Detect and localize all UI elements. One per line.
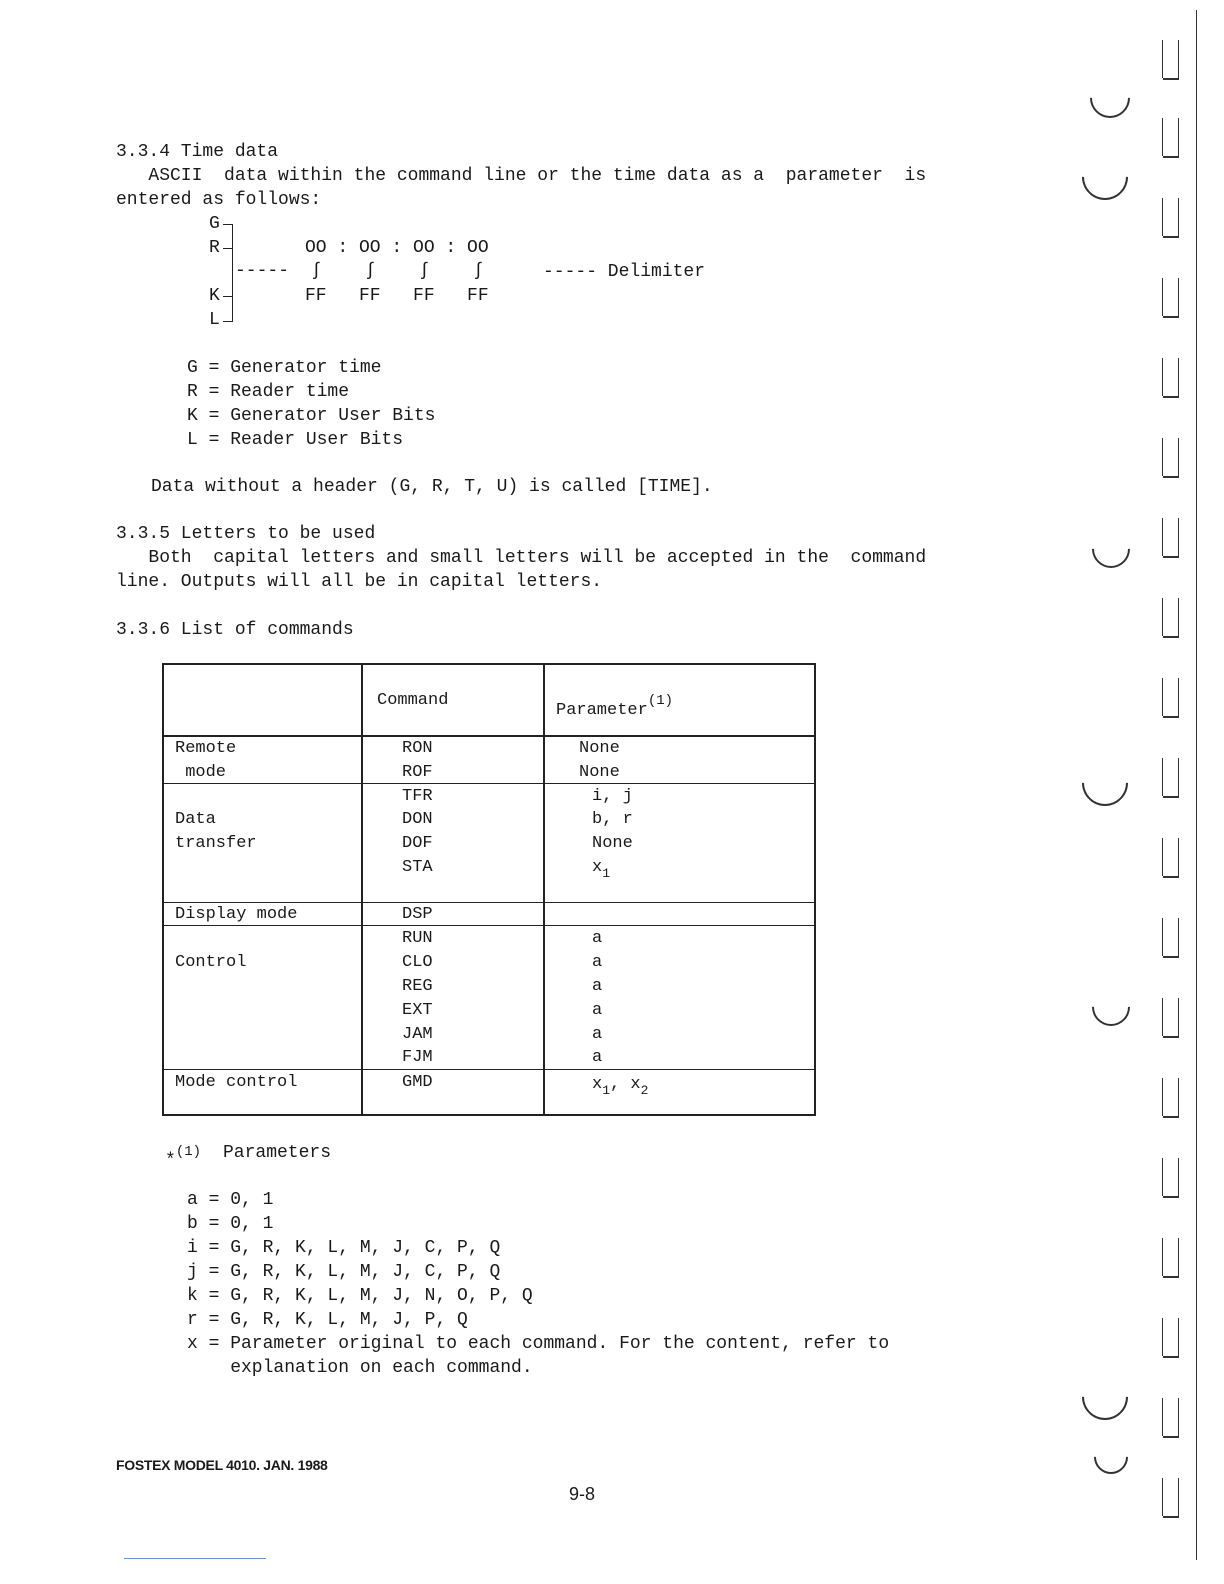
- bracket-tick-k: [223, 296, 232, 297]
- definition-l: L = Reader User Bits: [187, 430, 404, 450]
- param-gmd-x1: x: [592, 1075, 603, 1094]
- group-data-transfer: Data transfer: [175, 810, 257, 853]
- bracket-tick-r: [223, 248, 232, 249]
- param-gmd-sub1: 1: [602, 1083, 611, 1098]
- param-don: b, r: [592, 810, 633, 829]
- table-divider-2: [543, 665, 545, 1114]
- command-ext: EXT: [402, 1001, 433, 1020]
- bracket-dashes: -----: [235, 261, 290, 281]
- section-334-para-line1: ASCII data within the command line or the time data as a parameter is: [116, 166, 927, 186]
- command-dof: DOF: [402, 834, 433, 853]
- binder-hole-15: [1163, 1158, 1179, 1198]
- binder-ring-3: [1084, 522, 1138, 576]
- param-sta-x: x: [592, 858, 603, 877]
- command-don: DON: [402, 810, 433, 829]
- param-sta-subscript: 1: [602, 866, 611, 881]
- definition-g: G = Generator time: [187, 358, 382, 378]
- binder-ring-1: [1082, 70, 1139, 127]
- time-format-top: OO : OO : OO : OO: [305, 238, 489, 258]
- binder-hole-16: [1163, 1238, 1179, 1278]
- time-format-range: ∫ ∫ ∫ ∫: [311, 261, 484, 281]
- group-control: Control: [175, 953, 247, 972]
- binder-hole-13: [1163, 998, 1179, 1038]
- group-mode-control: Mode control: [175, 1073, 298, 1092]
- binder-hole-11: [1163, 838, 1179, 878]
- column-header-command: Command: [377, 691, 449, 710]
- param-def-j: j = G, R, K, L, M, J, C, P, Q: [187, 1262, 501, 1282]
- scan-edge-line: [124, 1558, 266, 1559]
- delimiter-label: ----- Delimiter: [543, 262, 706, 282]
- binder-hole-1: [1163, 40, 1179, 80]
- param-jam: a: [592, 1025, 603, 1044]
- param-def-r: r = G, R, K, L, M, J, P, Q: [187, 1310, 468, 1330]
- page-number: 9-8: [569, 1484, 596, 1504]
- binder-ring-4: [1072, 750, 1137, 815]
- section-335-para-line2: line. Outputs will all be in capital letters.: [116, 572, 603, 592]
- param-clo: a: [592, 953, 603, 972]
- definition-k: K = Generator User Bits: [187, 406, 436, 426]
- binder-hole-8: [1163, 598, 1179, 638]
- command-clo: CLO: [402, 953, 433, 972]
- param-def-a: a = 0, 1: [187, 1190, 274, 1210]
- command-dsp: DSP: [402, 905, 433, 924]
- param-gmd-x2: , x: [610, 1075, 641, 1094]
- command-jam: JAM: [402, 1025, 433, 1044]
- table-rule-1: [164, 783, 814, 784]
- definition-r: R = Reader time: [187, 382, 350, 402]
- table-header-rule: [164, 735, 814, 737]
- param-dof: None: [592, 834, 633, 853]
- param-fjm: a: [592, 1048, 603, 1067]
- param-rof: None: [579, 763, 620, 782]
- section-335-heading: 3.3.5 Letters to be used: [116, 524, 376, 544]
- footer-model: FOSTEX MODEL 4010. JAN. 1988: [116, 1457, 328, 1473]
- binder-rule: [1196, 10, 1197, 1560]
- header-r: R: [209, 238, 220, 258]
- binder-hole-14: [1163, 1078, 1179, 1118]
- footnote-heading: [165, 1140, 201, 1173]
- param-gmd: [592, 1073, 648, 1103]
- binder-hole-9: [1163, 678, 1179, 718]
- param-def-k: k = G, R, K, L, M, J, N, O, P, Q: [187, 1286, 533, 1306]
- section-335-para-line1: Both capital letters and small letters will be accepted in the command: [116, 548, 927, 568]
- binder-ring-6: [1072, 1364, 1137, 1429]
- time-format-bottom: FF FF FF FF: [305, 286, 489, 306]
- parameter-label: Parameter: [556, 701, 648, 720]
- param-reg: a: [592, 977, 603, 996]
- header-k: K: [209, 286, 220, 306]
- param-gmd-sub2: 2: [640, 1083, 649, 1098]
- param-ron: None: [579, 739, 620, 758]
- command-gmd: GMD: [402, 1073, 433, 1092]
- binder-hole-17: [1163, 1318, 1179, 1358]
- binder-ring-5: [1084, 980, 1138, 1034]
- param-ext: a: [592, 1001, 603, 1020]
- command-ron: RON: [402, 739, 433, 758]
- param-def-x: x = Parameter original to each command. For the content, refer to: [187, 1334, 890, 1354]
- binder-hole-7: [1163, 518, 1179, 558]
- footnote-marker-sup: (1): [175, 1144, 202, 1160]
- command-run: RUN: [402, 929, 433, 948]
- header-l: L: [209, 310, 220, 330]
- header-g: G: [209, 214, 220, 234]
- command-table: [162, 663, 816, 1116]
- group-remote-mode: Remote mode: [175, 739, 237, 782]
- binder-hole-4: [1163, 278, 1179, 318]
- binder-ring-2: [1072, 144, 1137, 209]
- parameter-footnote-ref: (1): [647, 693, 674, 709]
- table-rule-4: [164, 1069, 814, 1070]
- binder-hole-6: [1163, 438, 1179, 478]
- binder-hole-10: [1163, 758, 1179, 798]
- command-tfr: TFR: [402, 787, 433, 806]
- command-sta: STA: [402, 858, 433, 877]
- footnote-title: Parameters: [223, 1143, 332, 1163]
- param-run: a: [592, 929, 603, 948]
- binder-ring-7: [1087, 1433, 1135, 1481]
- group-display-mode: Display mode: [175, 905, 298, 924]
- param-tfr: i, j: [592, 787, 633, 806]
- binder-hole-2: [1163, 118, 1179, 158]
- command-reg: REG: [402, 977, 433, 996]
- table-divider-1: [361, 665, 363, 1114]
- footnote-marker: *: [165, 1151, 176, 1171]
- binder-hole-19: [1163, 1478, 1179, 1518]
- section-336-heading: 3.3.6 List of commands: [116, 620, 354, 640]
- column-header-parameter: [556, 689, 673, 723]
- command-rof: ROF: [402, 763, 433, 782]
- param-def-b: b = 0, 1: [187, 1214, 274, 1234]
- header-bracket: [223, 224, 233, 322]
- binder-hole-3: [1163, 198, 1179, 238]
- section-334-heading: 3.3.4 Time data: [116, 142, 279, 162]
- section-334-para-line2: entered as follows:: [116, 190, 322, 210]
- command-fjm: FJM: [402, 1048, 433, 1067]
- param-def-i: i = G, R, K, L, M, J, C, P, Q: [187, 1238, 501, 1258]
- binder-hole-5: [1163, 358, 1179, 398]
- binder-hole-18: [1163, 1398, 1179, 1438]
- binder-hole-12: [1163, 918, 1179, 958]
- time-note: Data without a header (G, R, T, U) is called [TIME].: [151, 477, 713, 497]
- param-def-x-cont: explanation on each command.: [187, 1358, 533, 1378]
- param-sta: [592, 856, 610, 886]
